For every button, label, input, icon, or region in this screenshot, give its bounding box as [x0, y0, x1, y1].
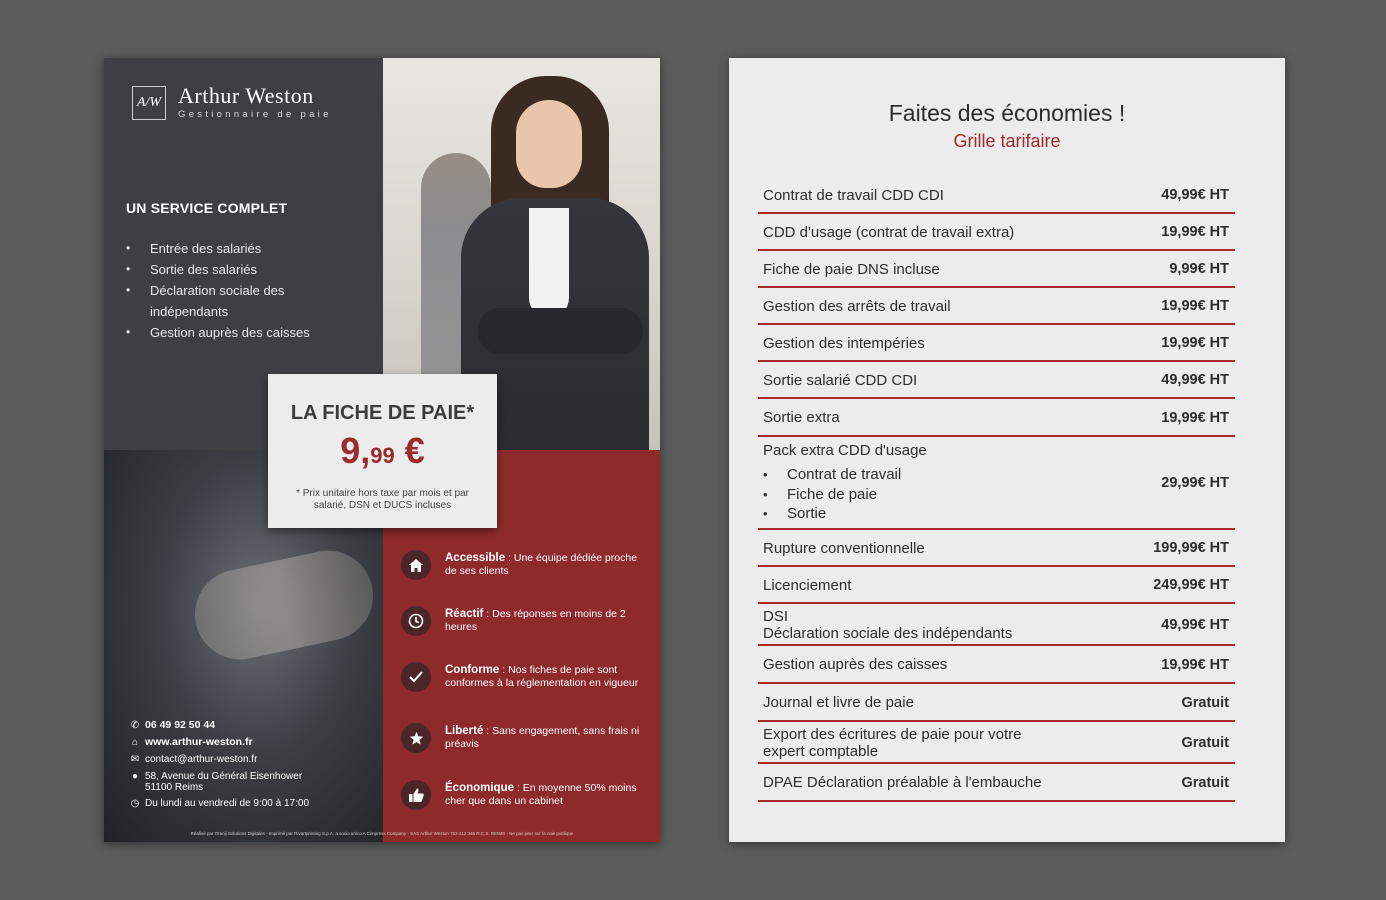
table-row: DPAE Déclaration préalable à l'embauche Gratuit	[758, 765, 1235, 802]
table-row: Journal et livre de paie Gratuit	[758, 685, 1235, 722]
list-item: • Contrat de travail	[763, 465, 927, 485]
list-item: • Déclaration sociale des indépendants	[126, 280, 366, 322]
clock-icon: ◷	[130, 798, 140, 809]
price-title: LA FICHE DE PAIE*	[290, 402, 475, 424]
contact-hours: ◷ Du lundi au vendredi de 9:00 à 17:00	[126, 798, 309, 810]
pack-items	[763, 465, 927, 524]
list-item: • Entrée des salariés	[126, 238, 366, 259]
contact-address: ● 58, Avenue du Général Eisenhower 51100 Reims	[126, 771, 309, 793]
feature-reactif: Réactif : Des réponses en moins de 2 heures	[401, 606, 647, 636]
tariff-title: Faites des économies !	[888, 100, 1126, 126]
logo-name: Arthur Weston	[178, 83, 314, 108]
contact-website: ⌂ www.arthur-weston.fr	[126, 737, 309, 749]
table-row: Pack extra CDD d'usage • Contrat de travail • Fiche de paie • Sortie 29,99€ HT	[758, 438, 1235, 530]
contact-block	[126, 720, 309, 815]
list-item: • Fiche de paie	[763, 485, 927, 505]
mail-icon: ✉	[130, 754, 140, 765]
table-row: Gestion des intempéries 19,99€ HT	[758, 326, 1235, 362]
feature-conforme: Conforme : Nos fiches de paie sont conformes à la réglementation en vigueur	[401, 662, 647, 692]
location-pin-icon: ●	[131, 771, 139, 782]
table-row: Licenciement 249,99€ HT	[758, 568, 1235, 604]
list-item: • Sortie des salariés	[126, 259, 366, 280]
table-row: Sortie extra 19,99€ HT	[758, 400, 1235, 437]
service-list	[126, 238, 366, 343]
logo-subtitle: Gestionnaire de paie	[178, 109, 332, 120]
table-row: Gestion auprès des caisses 19,99€ HT	[758, 647, 1235, 684]
table-row: Export des écritures de paie pour votre expert comptable Gratuit	[758, 723, 1235, 764]
logo	[132, 85, 332, 120]
list-item: • Sortie	[763, 504, 927, 524]
list-item: • Gestion auprès des caisses	[126, 322, 366, 343]
service-title: UN SERVICE COMPLET	[126, 200, 288, 216]
table-row: Contrat de travail CDD CDI 49,99€ HT	[758, 178, 1235, 214]
table-row: Fiche de paie DNS incluse 9,99€ HT	[758, 252, 1235, 288]
feature-economique: Économique : En moyenne 50% moins cher que dans un cabinet	[401, 780, 647, 810]
star-icon	[401, 723, 431, 753]
logo-mark: A/W	[132, 86, 166, 120]
clock-icon	[401, 606, 431, 636]
home-icon	[401, 550, 431, 580]
feature-accessible: Accessible : Une équipe dédiée proche de ses clients	[401, 550, 647, 580]
home-icon: ⌂	[131, 737, 139, 748]
price-box	[268, 374, 497, 528]
table-row: Rupture conventionnelle 199,99€ HT	[758, 531, 1235, 567]
front-flyer	[104, 58, 660, 842]
legal-footer: Réalisé par Oranji Solutions Digitales - Imprimé par Rivartprinting S.p.A. a socio unico A Cimpress Company - SAS Arthur Weston 753 412 345 R.C.S. REIMS - Ne pas jeter sur la voie publique	[190, 831, 574, 836]
price-note: * Prix unitaire hors taxe par mois et par salarié, DSN et DUCS incluses	[296, 488, 469, 511]
table-row: Sortie salarié CDD CDI 49,99€ HT	[758, 363, 1235, 399]
price-value: 9,99 €	[340, 430, 425, 471]
table-row: CDD d'usage (contrat de travail extra) 19,99€ HT	[758, 215, 1235, 251]
phone-icon: ✆	[130, 720, 140, 731]
table-row: Gestion des arrêts de travail 19,99€ HT	[758, 289, 1235, 325]
back-flyer	[729, 58, 1285, 842]
contact-email: ✉ contact@arthur-weston.fr	[126, 754, 309, 766]
table-row: DSI Déclaration sociale des indépendants 49,99€ HT	[758, 605, 1235, 646]
check-icon	[401, 662, 431, 692]
thumbs-up-icon	[401, 780, 431, 810]
tariff-subtitle: Grille tarifaire	[953, 131, 1061, 151]
contact-phone: ✆ 06 49 92 50 44	[126, 720, 309, 732]
feature-liberte: Liberté : Sans engagement, sans frais ni préavis	[401, 723, 647, 753]
